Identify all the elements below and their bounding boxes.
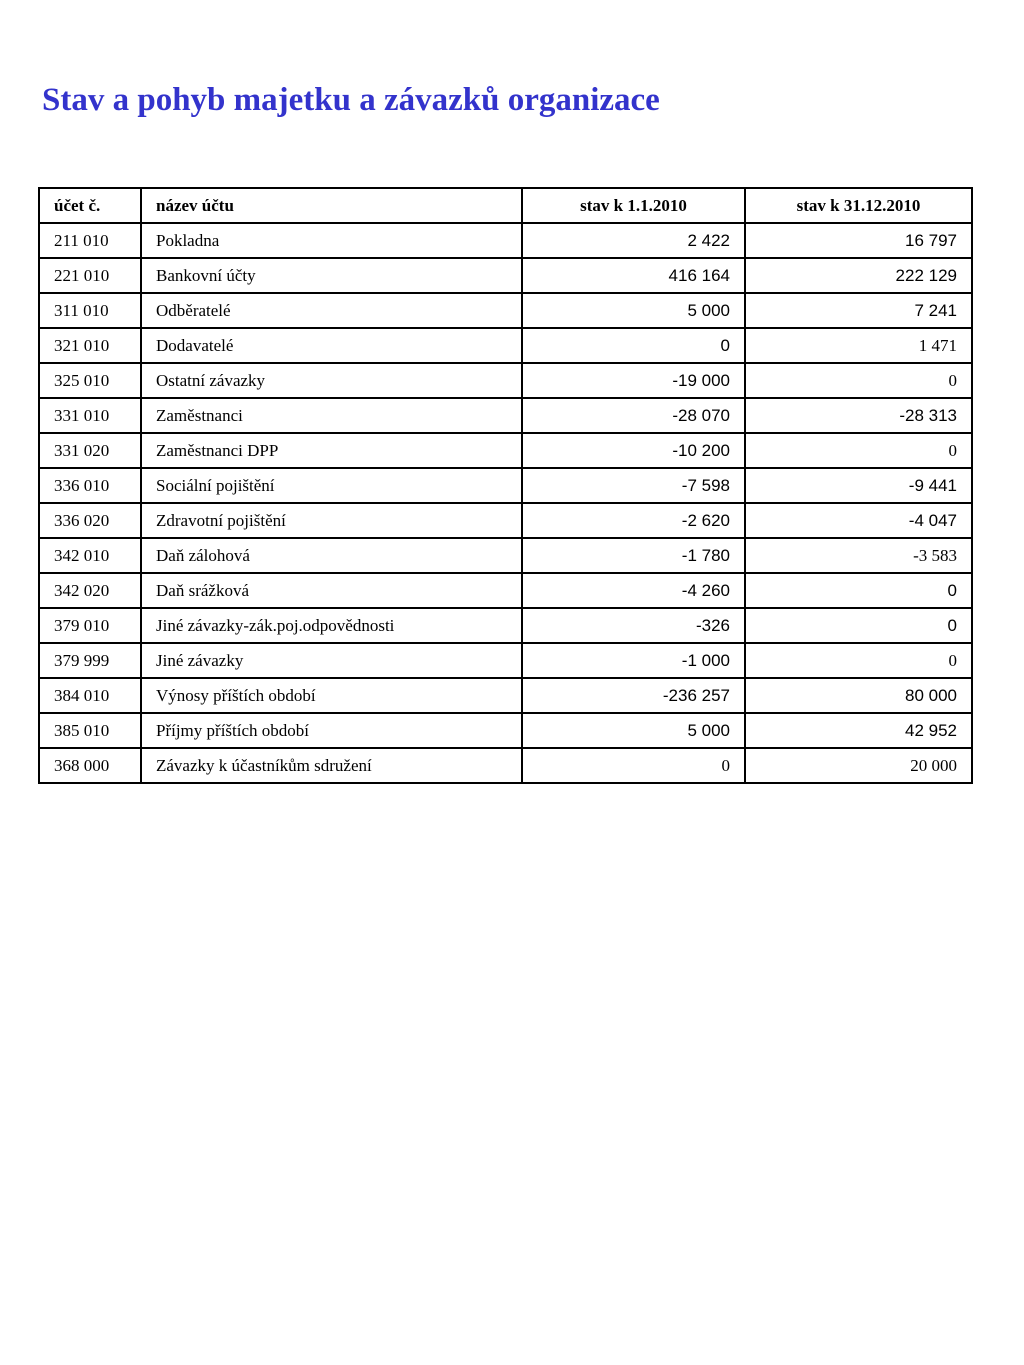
header-balance-end: stav k 31.12.2010 xyxy=(745,188,972,223)
cell-account-number: 384 010 xyxy=(39,678,141,713)
cell-account-name: Odběratelé xyxy=(141,293,522,328)
cell-account-name: Výnosy příštích období xyxy=(141,678,522,713)
cell-account-name: Jiné závazky-zák.poj.odpovědnosti xyxy=(141,608,522,643)
cell-account-name: Sociální pojištění xyxy=(141,468,522,503)
cell-balance-start: -4 260 xyxy=(522,573,745,608)
cell-balance-end: 0 xyxy=(745,643,972,678)
cell-account-number: 331 020 xyxy=(39,433,141,468)
cell-balance-end: 1 471 xyxy=(745,328,972,363)
table-row xyxy=(39,468,972,503)
cell-balance-end: 20 000 xyxy=(745,748,972,783)
table-row xyxy=(39,398,972,433)
cell-balance-start: 2 422 xyxy=(522,223,745,258)
cell-account-number: 368 000 xyxy=(39,748,141,783)
cell-balance-start: 5 000 xyxy=(522,713,745,748)
cell-balance-start: -326 xyxy=(522,608,745,643)
cell-account-number: 336 010 xyxy=(39,468,141,503)
cell-account-number: 342 010 xyxy=(39,538,141,573)
table-row xyxy=(39,223,972,258)
cell-account-name: Pokladna xyxy=(141,223,522,258)
cell-balance-start: -7 598 xyxy=(522,468,745,503)
table-row xyxy=(39,503,972,538)
cell-balance-end: 16 797 xyxy=(745,223,972,258)
cell-balance-start: -236 257 xyxy=(522,678,745,713)
cell-account-name: Zaměstnanci DPP xyxy=(141,433,522,468)
page-title: Stav a pohyb majetku a závazků organizace xyxy=(42,82,660,118)
cell-account-name: Závazky k účastníkům sdružení xyxy=(141,748,522,783)
cell-balance-end: 0 xyxy=(745,573,972,608)
cell-account-number: 321 010 xyxy=(39,328,141,363)
cell-balance-end: -4 047 xyxy=(745,503,972,538)
cell-account-number: 211 010 xyxy=(39,223,141,258)
cell-account-number: 331 010 xyxy=(39,398,141,433)
cell-account-number: 342 020 xyxy=(39,573,141,608)
ledger-table xyxy=(38,187,973,784)
cell-balance-end: -28 313 xyxy=(745,398,972,433)
cell-balance-end: -3 583 xyxy=(745,538,972,573)
table-row xyxy=(39,363,972,398)
cell-balance-start: -10 200 xyxy=(522,433,745,468)
cell-account-number: 379 010 xyxy=(39,608,141,643)
cell-balance-end: 0 xyxy=(745,363,972,398)
cell-account-name: Jiné závazky xyxy=(141,643,522,678)
cell-account-number: 325 010 xyxy=(39,363,141,398)
table-row xyxy=(39,258,972,293)
cell-account-name: Daň zálohová xyxy=(141,538,522,573)
table-header-row xyxy=(39,188,972,223)
cell-account-number: 336 020 xyxy=(39,503,141,538)
table-row xyxy=(39,538,972,573)
header-account-name: název účtu xyxy=(141,188,522,223)
table-row xyxy=(39,293,972,328)
cell-account-number: 221 010 xyxy=(39,258,141,293)
cell-account-name: Příjmy příštích období xyxy=(141,713,522,748)
cell-balance-end: 80 000 xyxy=(745,678,972,713)
cell-balance-end: 7 241 xyxy=(745,293,972,328)
cell-balance-end: 0 xyxy=(745,608,972,643)
cell-balance-start: -28 070 xyxy=(522,398,745,433)
cell-balance-end: -9 441 xyxy=(745,468,972,503)
table-row xyxy=(39,328,972,363)
cell-balance-start: 0 xyxy=(522,748,745,783)
cell-balance-start: 0 xyxy=(522,328,745,363)
table-row xyxy=(39,678,972,713)
table-row xyxy=(39,433,972,468)
cell-account-name: Bankovní účty xyxy=(141,258,522,293)
header-account-number: účet č. xyxy=(39,188,141,223)
table-row xyxy=(39,608,972,643)
cell-balance-end: 222 129 xyxy=(745,258,972,293)
cell-account-name: Dodavatelé xyxy=(141,328,522,363)
cell-account-name: Zdravotní pojištění xyxy=(141,503,522,538)
table-row xyxy=(39,573,972,608)
cell-balance-end: 42 952 xyxy=(745,713,972,748)
cell-balance-start: 5 000 xyxy=(522,293,745,328)
cell-account-name: Ostatní závazky xyxy=(141,363,522,398)
table-row xyxy=(39,748,972,783)
cell-balance-start: 416 164 xyxy=(522,258,745,293)
cell-account-number: 379 999 xyxy=(39,643,141,678)
table-row xyxy=(39,713,972,748)
cell-account-number: 311 010 xyxy=(39,293,141,328)
cell-balance-start: -1 000 xyxy=(522,643,745,678)
cell-account-name: Daň srážková xyxy=(141,573,522,608)
cell-account-name: Zaměstnanci xyxy=(141,398,522,433)
cell-balance-start: -2 620 xyxy=(522,503,745,538)
cell-balance-end: 0 xyxy=(745,433,972,468)
cell-account-number: 385 010 xyxy=(39,713,141,748)
header-balance-start: stav k 1.1.2010 xyxy=(522,188,745,223)
cell-balance-start: -1 780 xyxy=(522,538,745,573)
cell-balance-start: -19 000 xyxy=(522,363,745,398)
table-row xyxy=(39,643,972,678)
